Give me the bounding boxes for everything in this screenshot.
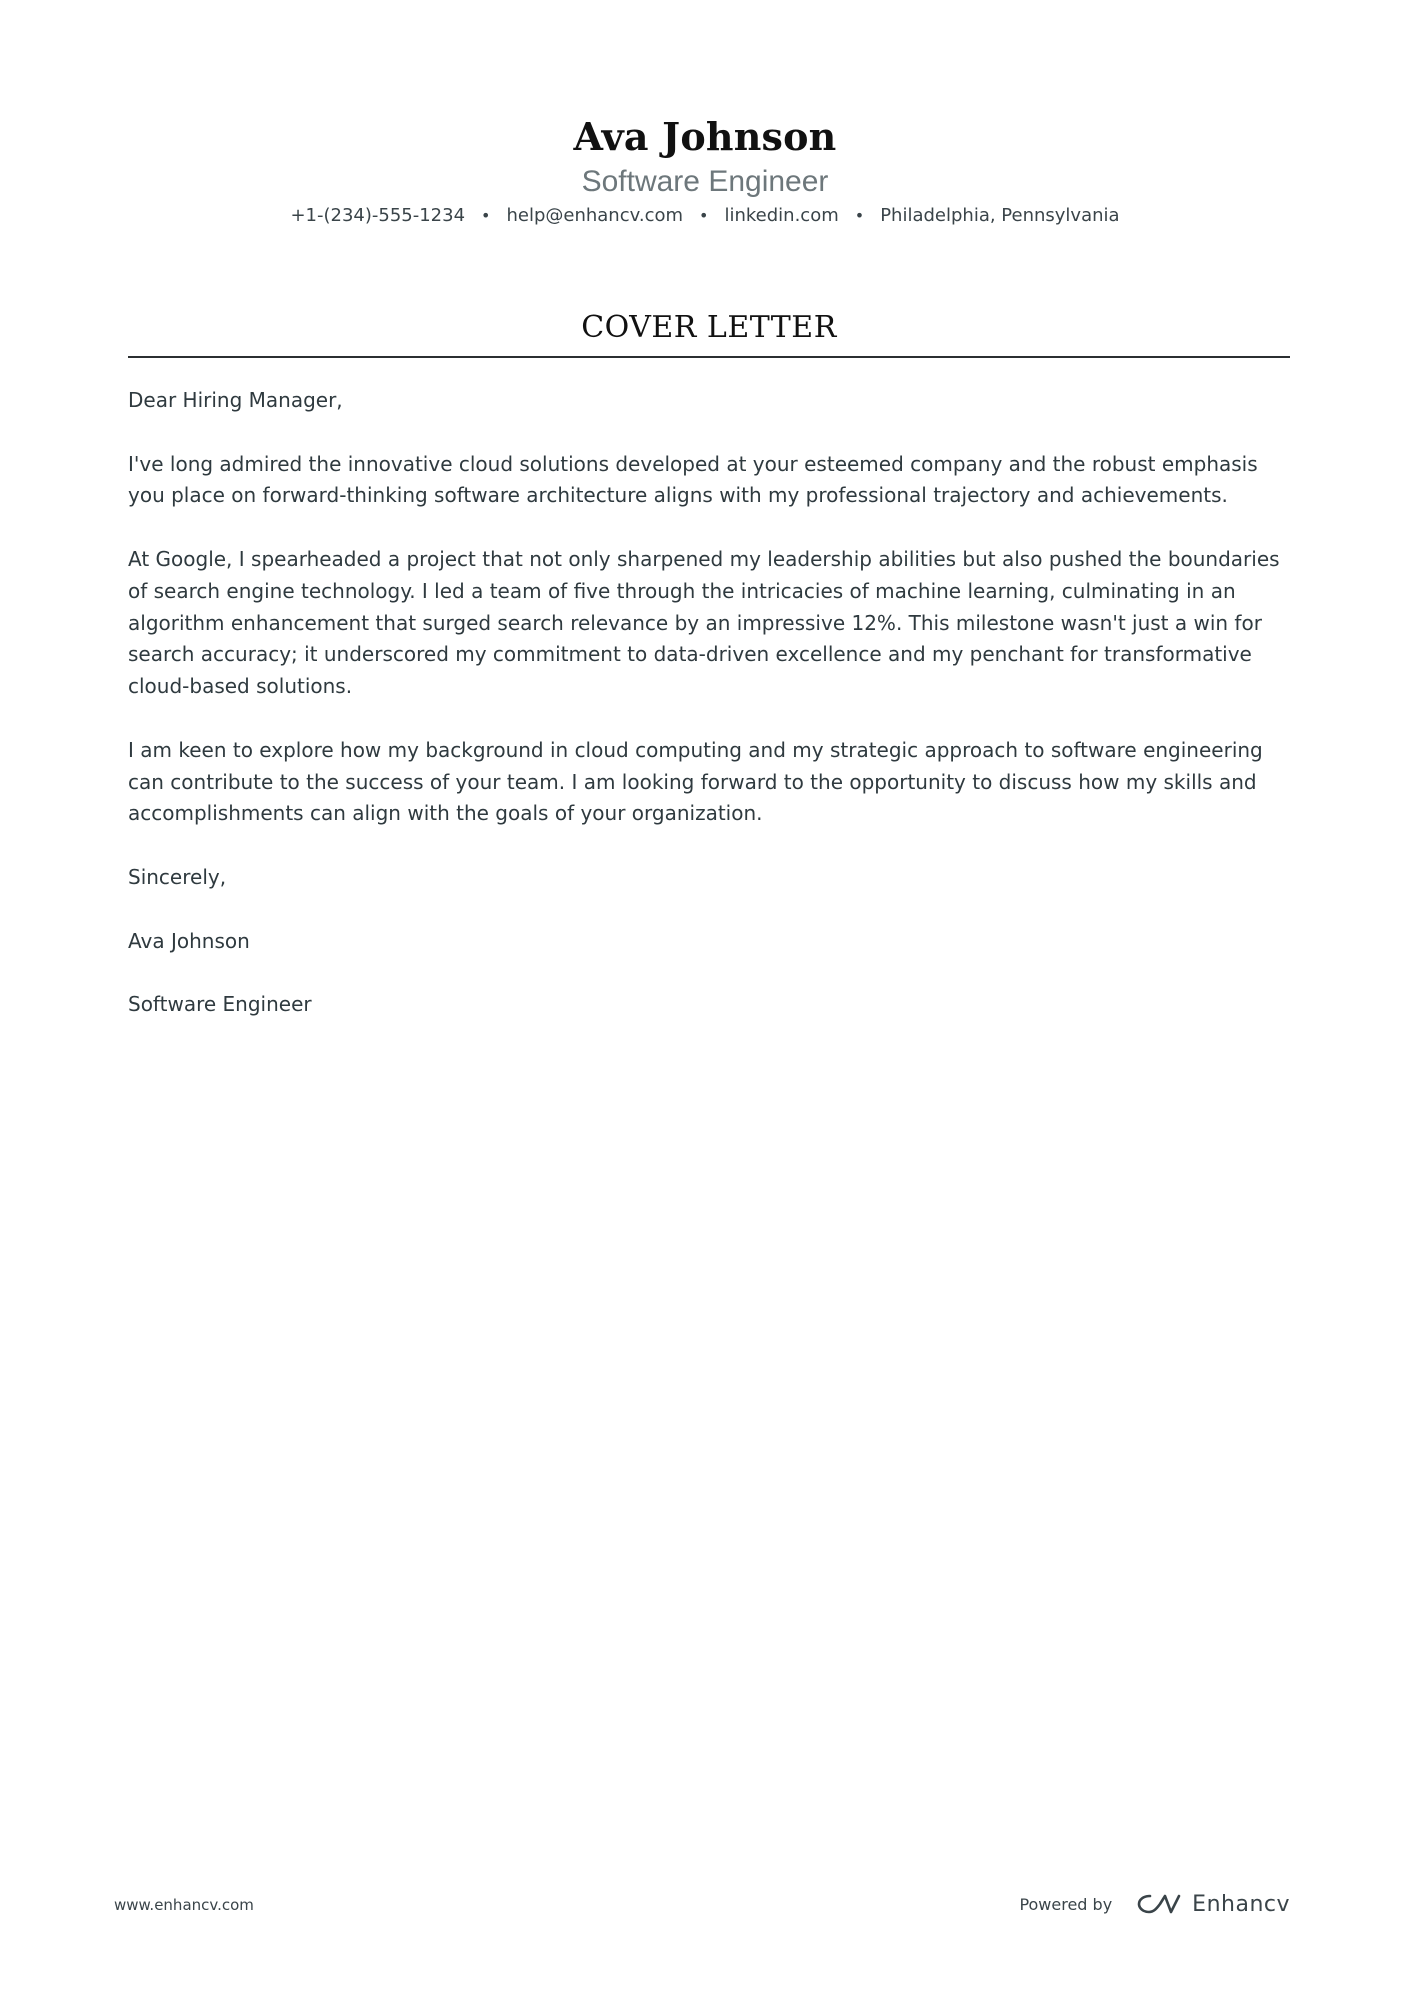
footer-website: www.enhancv.com [114,1896,254,1914]
signature-name: Ava Johnson [128,928,250,953]
footer-branding [1019,1884,1290,1924]
enhancv-logo-icon [1136,1892,1182,1916]
letter-paragraph: At Google, I spearheaded a project that not only sharpened my leadership abilities but also pushed the boundaries of search engine technology. I led a team of five through the intricacies of machine learning, culminating in an algorithm enhancement that surged search relevance by an impressive 12%. This milestone wasn't just a win for search accuracy; it underscored my commitment to data-driven excellence and my penchant for transformative cloud-based solutions. [128,546,1280,699]
contact-email: help@enhancv.com [506,205,684,226]
section-title: COVER LETTER [581,310,837,345]
letter-paragraph: I am keen to explore how my background in cloud computing and my strategic approach to software engineering can contribute to the success of your team. I am looking forward to the opportunity to discuss how my skills and accomplishments can align with the goals of your organization. [128,737,1263,826]
letter-greeting: Dear Hiring Manager, [128,388,343,412]
contact-phone: +1-(234)-555-1234 [290,205,466,226]
section-divider [128,356,1290,358]
contact-linkedin: linkedin.com [724,205,839,226]
contact-location: Philadelphia, Pennsylvania [880,205,1120,226]
contact-separator: • [699,206,709,225]
contact-info [0,202,1410,230]
brand-name: Enhancv [1192,1891,1290,1917]
header [0,112,1410,230]
candidate-name: Ava Johnson [573,114,837,159]
letter-body [128,385,1290,1053]
brand-logo [1136,1892,1290,1917]
candidate-title: Software Engineer [581,165,829,198]
signature-title: Software Engineer [128,992,312,1017]
letter-paragraph: I've long admired the innovative cloud solutions developed at your esteemed company and the robust emphasis you place on forward-thinking software architecture aligns with my professional trajectory and achievements. [128,451,1258,508]
powered-by-label: Powered by [1019,1894,1113,1914]
contact-separator: • [481,206,491,225]
contact-separator: • [854,206,865,225]
letter-closing: Sincerely, [128,864,227,889]
